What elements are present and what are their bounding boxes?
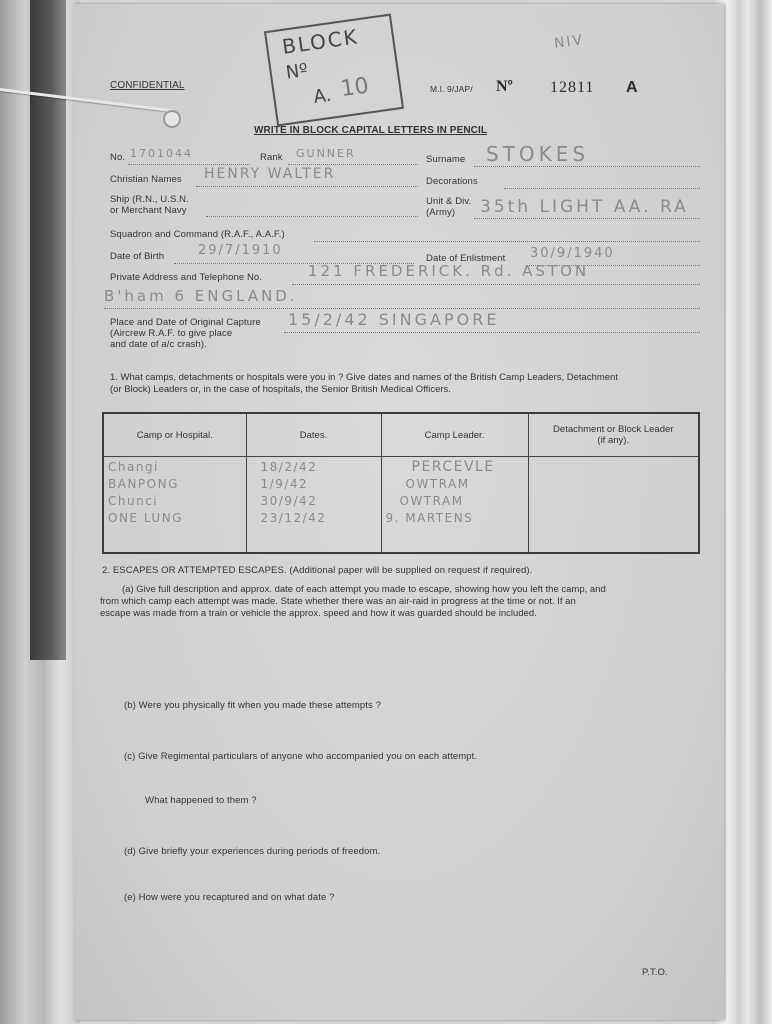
section-2a-question — [100, 584, 700, 620]
no-label: No. — [110, 152, 126, 163]
instruction-heading: WRITE IN BLOCK CAPITAL LETTERS IN PENCIL — [254, 125, 488, 136]
rank-label: Rank — [260, 152, 283, 163]
section-2a-line-2: from which camp each attempt was made. State whether there was an air-raid in progress at the time or not. If an — [100, 596, 576, 607]
address-value-line-1: 121 FREDERICK. Rd. ASTON — [308, 262, 590, 280]
section-1-question — [110, 372, 710, 396]
unit-label-2: (Army) — [426, 207, 456, 218]
binder-spine-shadow — [30, 0, 66, 660]
header-camp-leader: Camp Leader. — [381, 413, 528, 457]
surname-value: STOKES — [486, 142, 590, 166]
dates-column — [246, 457, 381, 554]
ship-label-2: or Merchant Navy — [110, 205, 187, 216]
pto-label: P.T.O. — [642, 967, 668, 978]
grommet-hole — [163, 110, 181, 128]
section-2a-line-3: escape was made from a train or vehicle the approx. speed and how it was guarded should be included. — [100, 608, 537, 619]
table-cell-camp: BANPONG — [108, 477, 179, 491]
ship-label: Ship (R.N., U.S.N. — [110, 194, 189, 205]
stamp-line-block: BLOCK — [280, 24, 361, 59]
table-cell-date: 30/9/42 — [260, 494, 318, 508]
stamp-line-number: Nº — [284, 59, 310, 84]
section-2a-line-1: (a) Give full description and approx. date of each attempt you made to escape, showing how you left the camp, and — [122, 584, 606, 595]
capture-label-3: and date of a/c crash). — [110, 339, 207, 350]
table-cell-leader: PERCEVLE — [411, 459, 495, 475]
table-cell-date: 1/9/42 — [260, 477, 309, 491]
form-reference: M.I. 9/JAP/ — [430, 84, 473, 94]
enlistment-value: 30/9/1940 — [530, 246, 615, 261]
section-2b-question: (b) Were you physically fit when you made these attempts ? — [124, 700, 381, 711]
section-2c-question: (c) Give Regimental particulars of anyone who accompanied you on each attempt. — [124, 751, 478, 762]
enlistment-label: Date of Enlistment — [426, 253, 506, 264]
form-number-suffix: A — [626, 79, 638, 96]
surname-label: Surname — [426, 154, 466, 165]
table-cell-leader: OWTRAM — [405, 477, 470, 491]
table-cell-camp: Chunci — [108, 494, 159, 508]
capture-label-2: (Aircrew R.A.F. to give place — [110, 328, 233, 339]
classification-label: CONFIDENTIAL — [110, 80, 185, 91]
stamp-line-a: A. — [312, 84, 333, 108]
address-value-line-2: B'ham 6 ENGLAND. — [104, 287, 298, 305]
service-number-value: 1701044 — [130, 147, 193, 160]
christian-names-value: HENRY WALTER — [204, 166, 336, 182]
decorations-label: Decorations — [426, 176, 478, 187]
unit-value: 35th LIGHT AA. RA — [480, 197, 689, 217]
header-detachment: Detachment or Block Leader (if any). — [528, 413, 699, 457]
corner-handwritten-note: NIV — [553, 31, 586, 53]
table-cell-date: 23/12/42 — [260, 511, 327, 525]
capture-value: 15/2/42 SINGAPORE — [288, 310, 500, 329]
unit-label: Unit & Div. — [426, 196, 472, 207]
table-cell-camp: Changi — [108, 460, 159, 474]
camp-column — [103, 457, 246, 554]
table-cell-leader: OWTRAM — [399, 494, 464, 508]
section-2d-question: (d) Give briefly your experiences during periods of freedom. — [124, 846, 381, 857]
block-stamp — [264, 14, 404, 127]
form-sheet — [74, 4, 724, 1020]
address-label: Private Address and Telephone No. — [110, 272, 263, 283]
section-1-line-2: (or Block) Leaders or, in the case of hospitals, the Senior British Medical Officers. — [110, 384, 451, 395]
camps-table — [102, 412, 700, 554]
section-1-line-1: 1. What camps, detachments or hospitals were you in ? Give dates and names of the British Camp Leaders, Detachment — [110, 372, 618, 383]
section-2c-subquestion: What happened to them ? — [145, 795, 257, 806]
squadron-label: Squadron and Command (R.A.F., A.A.F.) — [110, 229, 285, 240]
form-number: 12811 — [550, 79, 595, 96]
table-cell-date: 18/2/42 — [260, 460, 318, 474]
dob-label: Date of Birth — [110, 251, 165, 262]
header-dates: Dates. — [246, 413, 381, 457]
table-cell-leader: 9. MARTENS — [385, 511, 474, 525]
rank-value: GUNNER — [296, 147, 356, 160]
header-camp: Camp or Hospital. — [103, 413, 246, 457]
detachment-column — [528, 457, 699, 554]
leader-column — [381, 457, 528, 554]
capture-label: Place and Date of Original Capture — [110, 317, 261, 328]
number-sign: Nº — [496, 78, 513, 95]
table-cell-camp: ONE LUNG — [108, 511, 183, 525]
christian-names-label: Christian Names — [110, 174, 182, 185]
section-2-title: 2. ESCAPES OR ATTEMPTED ESCAPES. (Additional paper will be supplied on request if required). — [102, 565, 533, 576]
section-2e-question: (e) How were you recaptured and on what date ? — [124, 892, 335, 903]
dob-value: 29/7/1910 — [198, 243, 283, 258]
stamp-handwritten-number: 10 — [339, 73, 371, 103]
